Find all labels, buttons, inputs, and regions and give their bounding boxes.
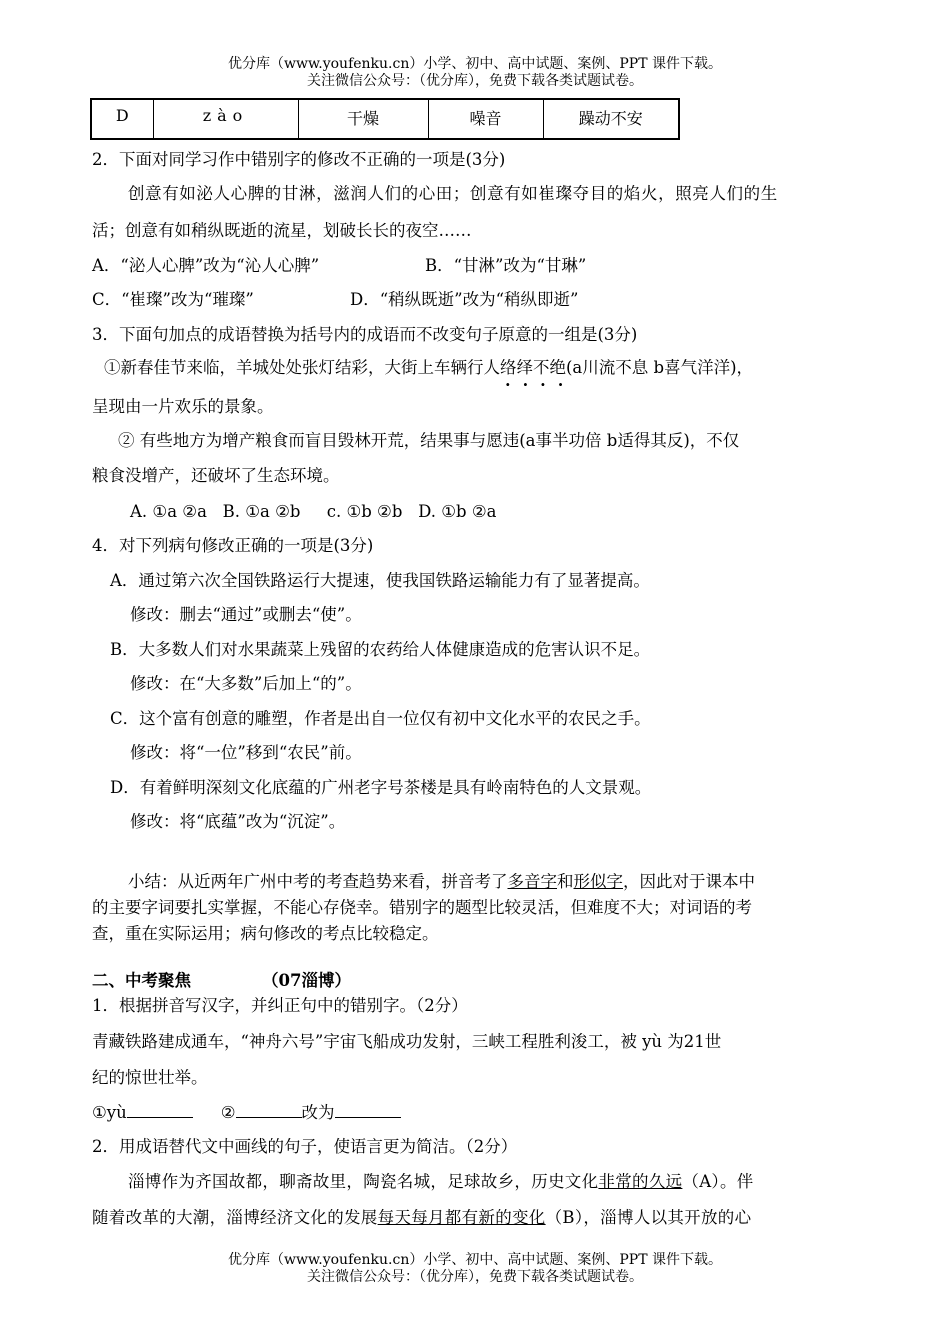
q3-s1-post: (a川流不息 b喜气洋洋)，: [566, 358, 754, 377]
q4-stem: 4．对下列病句修改正确的一项是(3分): [92, 536, 374, 555]
blank-2[interactable]: [236, 1103, 302, 1118]
blank-1[interactable]: [127, 1103, 193, 1118]
q3-sentence-2: ② 有些地方为增产粮食而盲目毁林开荒，结果事与愿违(a事半功倍 b适得其反)，不仅: [118, 431, 740, 450]
q4-option-a-fix: 修改：删去“通过”或删去“使”。: [130, 605, 362, 624]
q3-stem: 3．下面句加点的成语替换为括号内的成语而不改变句子原意的一组是(3分): [92, 325, 638, 344]
blank-2-label: ②: [220, 1103, 236, 1122]
answer-table: [90, 98, 680, 140]
footer-line-2: 关注微信公众号：（优分库），免费下载各类试题试卷。: [307, 1269, 643, 1285]
summary-underline-2: 形似字: [573, 872, 623, 891]
summary-line-1: [128, 872, 755, 892]
s2-q1-passage-1: 青藏铁路建成通车，“神舟六号”宇宙飞船成功发射，三峡工程胜利浚工，被 yù 为21世: [92, 1032, 722, 1051]
q3-sentence-1: [104, 358, 754, 394]
q4-option-d: D．有着鲜明深刻文化底蕴的广州老字号茶楼是具有岭南特色的人文景观。: [110, 778, 652, 797]
s2-q1-blanks: [92, 1103, 401, 1123]
table-cell: zào: [153, 99, 298, 139]
q4-option-b: B．大多数人们对水果蔬菜上残留的农药给人体健康造成的危害认识不足。: [110, 640, 651, 659]
underlined-phrase-b: 每天每月都有新的变化: [377, 1208, 546, 1227]
table-cell: 干燥: [298, 99, 428, 139]
q3-s1-pre: ①新春佳节来临，羊城处处张灯结彩，大街上车辆行人: [104, 358, 500, 377]
summary-text: 和: [557, 872, 574, 891]
header-line-2: 关注微信公众号：（优分库），免费下载各类试题试卷。: [307, 73, 643, 89]
table-cell: 躁动不安: [543, 99, 679, 139]
q4-option-c-fix: 修改：将“一位”移到“农民”前。: [130, 743, 362, 762]
q3-sentence-1-cont: 呈现由一片欢乐的景象。: [92, 397, 274, 416]
passage-text: （B），淄博人以其开放的心: [545, 1208, 752, 1227]
table-row: [91, 99, 679, 139]
summary-line-3: 查，重在实际运用；病句修改的考点比较稳定。: [92, 924, 439, 943]
blank-connector: 改为: [301, 1103, 335, 1122]
q2-option-b: B．“甘淋”改为“甘琳”: [425, 256, 587, 275]
passage-text: （A）。伴: [682, 1172, 754, 1191]
q3-options: A. ①a ②a B. ①a ②b c. ①b ②b D. ①b ②a: [130, 502, 497, 521]
s2-q1-passage-2: 纪的惊世壮举。: [92, 1068, 208, 1087]
s2-q2-stem: 2．用成语替代文中画线的句子，使语言更为简洁。（2分）: [92, 1137, 518, 1156]
q3-sentence-2-cont: 粮食没增产，还破坏了生态环境。: [92, 466, 340, 485]
header-line-1: 优分库（www.youfenku.cn）小学、初中、高中试题、案例、PPT 课件下载。: [227, 56, 722, 72]
summary-text: 小结：从近两年广州中考的考查趋势来看，拼音考了: [128, 872, 508, 891]
q4-option-b-fix: 修改：在“大多数”后加上“的”。: [130, 674, 362, 693]
s2-q2-passage-1: [128, 1172, 754, 1192]
blank-3[interactable]: [335, 1103, 401, 1118]
q2-option-c: C．“崔璨”改为“璀璨”: [92, 290, 254, 309]
q3-s1-dotted-idiom: [500, 358, 576, 394]
table-cell: 噪音: [428, 99, 543, 139]
summary-text: ，因此对于课本中: [623, 872, 755, 891]
page-header: [0, 56, 950, 90]
footer-line-1: 优分库（www.youfenku.cn）小学、初中、高中试题、案例、PPT 课件下载。: [227, 1252, 722, 1268]
section-2-title: 二、中考聚焦: [92, 971, 191, 990]
blank-1-label: ①yù: [92, 1103, 127, 1122]
emphasis-dots: ····: [505, 375, 576, 394]
passage-text: 淄博作为齐国故都，聊斋故里，陶瓷名城，足球故乡，历史文化: [128, 1172, 599, 1191]
q2-option-d: D．“稍纵既逝”改为“稍纵即逝”: [350, 290, 579, 309]
summary-line-2: 的主要字词要扎实掌握，不能心存侥幸。错别字的题型比较灵活，但难度不大；对词语的考: [92, 898, 752, 917]
s2-q2-passage-2: [92, 1208, 751, 1228]
section-2-tag: （07淄博）: [262, 971, 351, 990]
q2-passage-1: 创意有如泌人心脾的甘淋，滋润人们的心田；创意有如崔璨夺目的焰火，照亮人们的生: [128, 184, 778, 203]
q4-option-a: A．通过第六次全国铁路运行大提速，使我国铁路运输能力有了显著提高。: [110, 571, 650, 590]
q2-stem: 2．下面对同学习作中错别字的修改不正确的一项是(3分): [92, 150, 506, 169]
s2-q1-stem: 1．根据拼音写汉字，并纠正句中的错别字。（2分）: [92, 996, 468, 1015]
page-footer: [0, 1252, 950, 1286]
q2-passage-2: 活；创意有如稍纵既逝的流星，划破长长的夜空……: [92, 221, 472, 240]
table-cell: D: [91, 99, 153, 139]
dotted-idiom-text: 络绎不绝: [500, 358, 566, 377]
q4-option-d-fix: 修改：将“底蕴”改为“沉淀”。: [130, 812, 346, 831]
passage-text: 随着改革的大潮，淄博经济文化的发展: [92, 1208, 378, 1227]
summary-underline-1: 多音字: [507, 872, 557, 891]
underlined-phrase-a: 非常的久远: [598, 1172, 683, 1191]
q2-option-a: A．“泌人心脾”改为“沁人心脾”: [92, 256, 320, 275]
q4-option-c: C．这个富有创意的雕塑，作者是出自一位仅有初中文化水平的农民之手。: [110, 709, 651, 728]
